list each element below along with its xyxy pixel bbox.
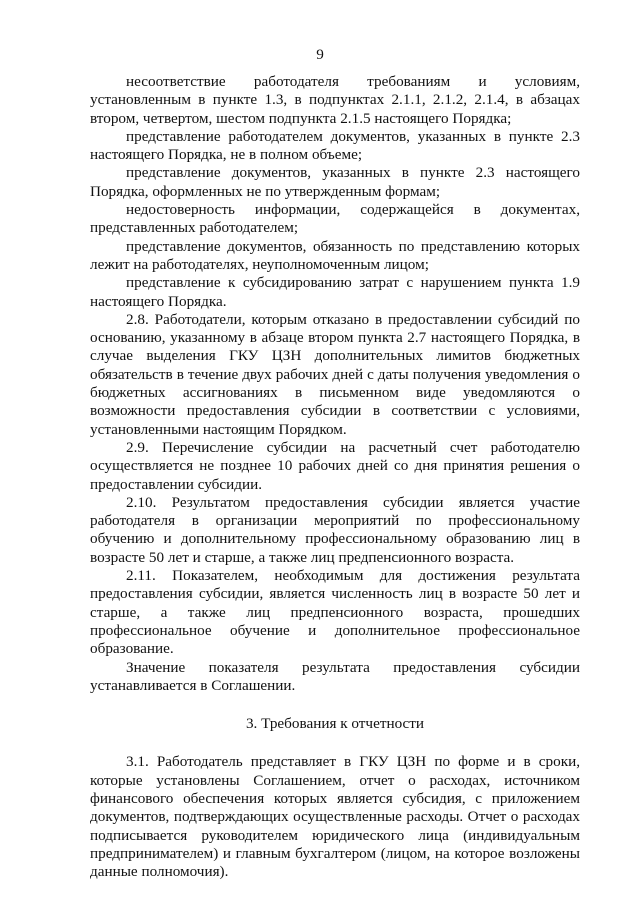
paragraph: представление документов, указанных в пункте 2.3 настоящего Порядка, оформленных не по утвержденным формам; xyxy=(90,164,580,200)
paragraph: 2.10. Результатом предоставления субсидии является участие работодателя в организации мероприятий по профессиональному обучению и дополнительному профессиональному образованию лиц в возрасте 50 лет и старше, а также лиц предпенсионного возраста. xyxy=(90,493,580,566)
paragraph: несоответствие работодателя требованиям и условиям, установленным в пункте 1.3, в подпунктах 2.1.1, 2.1.2, 2.1.4, в абзацах втором, четвертом, шестом подпункта 2.1.5 настоящего Порядка; xyxy=(90,73,580,127)
paragraph: недостоверность информации, содержащейся в документах, представленных работодателем; xyxy=(90,201,580,237)
page-number: 9 xyxy=(316,46,324,63)
section-heading: 3. Требования к отчетности xyxy=(245,715,425,733)
paragraph: представление работодателем документов, указанных в пункте 2.3 настоящего Порядка, не в полном объеме; xyxy=(90,127,580,164)
paragraph: 2.8. Работодатели, которым отказано в предоставлении субсидий по основанию, указанному в абзаце втором пункта 2.7 настоящего Порядка, в случае выделения ГКУ ЦЗН дополнительных лимитов бюджетных обязательств в течение двух рабочих дней с даты получения уведомления о бюджетных ассигнованиях в письменном виде уведомляются о возможности предоставления субсидии в соответствии с условиями, установленными настоящим Порядком. xyxy=(90,310,580,438)
paragraph: представление к субсидированию затрат с нарушением пункта 1.9 настоящего Порядка. xyxy=(90,274,580,310)
document-body xyxy=(90,73,580,881)
paragraph: 2.9. Перечисление субсидии на расчетный счет работодателю осуществляется не позднее 10 рабочих дней со дня принятия решения о предоставлении субсидии. xyxy=(90,438,580,493)
paragraph: Значение показателя результата предоставления субсидии устанавливается в Соглашении. xyxy=(90,658,580,694)
paragraph: представление документов, обязанность по представлению которых лежит на работодателях, неуполномоченным лицом; xyxy=(90,237,580,273)
paragraph: 2.11. Показателем, необходимым для достижения результата предоставления субсидии, является численность лиц в возрасте 50 лет и старше, а также лиц предпенсионного возраста, прошедших профессиональное обучение и дополнительное профессиональное образование. xyxy=(90,567,580,658)
paragraph: 3.1. Работодатель представляет в ГКУ ЦЗН по форме и в сроки, которые установлены Соглашением, отчет о расходах, источником финансового обеспечения которых является субсидия, с приложением документов, подтверждающих осуществленные расходы. Отчет о расходах подписывается руководителем юридического лица (индивидуальным предпринимателем) и главным бухгалтером (лицом, на которое возложены данные полномочия). xyxy=(90,753,580,881)
